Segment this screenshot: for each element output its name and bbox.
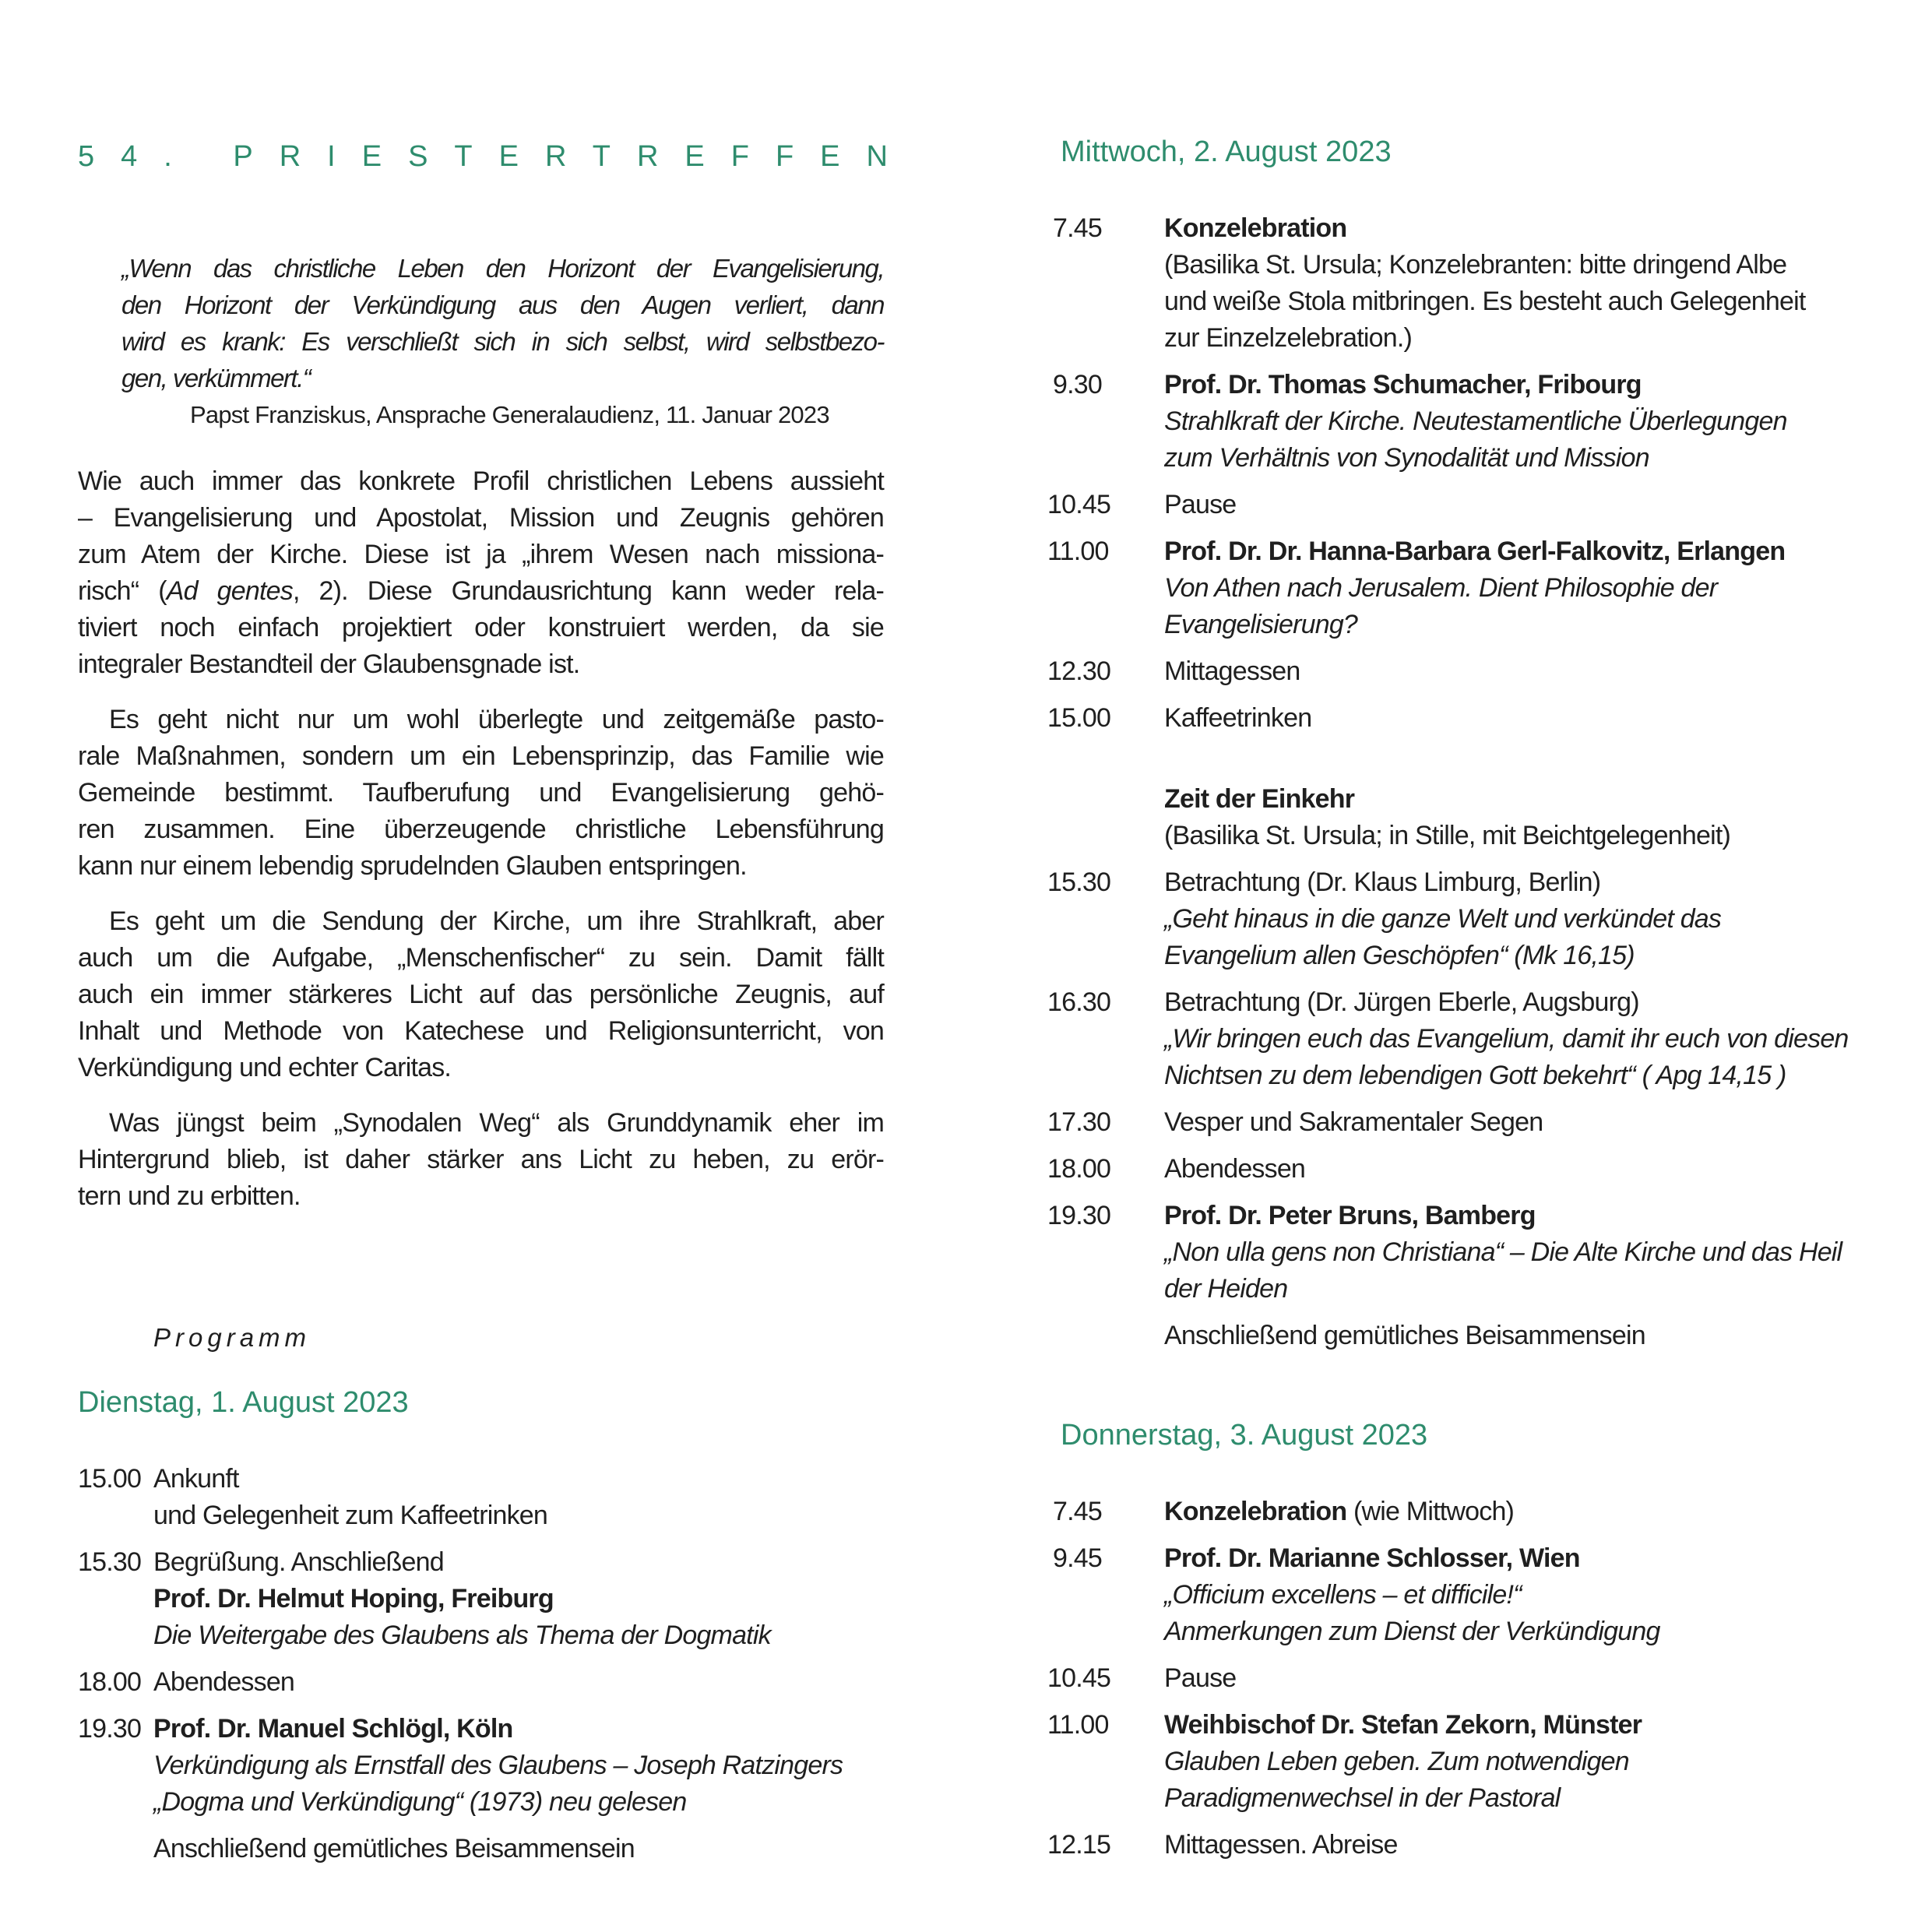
text-line bbox=[1164, 1057, 1849, 1094]
text-line bbox=[1164, 1707, 1642, 1744]
schedule-item bbox=[78, 1664, 884, 1701]
text-segment: Es geht um die Sendung der Kirche, um ihre Strahlkraft, aber bbox=[109, 906, 884, 936]
text-line bbox=[1164, 1198, 1842, 1234]
text-segment: auch um die Aufgabe, „Menschenfischer“ zu sein. Damit fällt bbox=[78, 943, 884, 973]
intro-paragraph bbox=[78, 463, 884, 683]
text-line bbox=[78, 1050, 884, 1086]
text-line bbox=[78, 775, 884, 811]
schedule bbox=[78, 1461, 884, 1867]
time-label: 11.00 bbox=[1047, 1710, 1109, 1740]
text-segment: Strahlkraft der Kirche. Neutestamentliche Überlegungen bbox=[1164, 406, 1787, 436]
text-segment: der Heiden bbox=[1164, 1274, 1288, 1304]
text-segment: den Horizont der Verkündigung aus den Augen verliert, dann bbox=[121, 290, 884, 319]
item-content bbox=[1164, 1660, 1236, 1697]
text-line bbox=[78, 1142, 884, 1178]
time-label: 19.30 bbox=[1047, 1201, 1111, 1230]
text-segment: Verkündigung als Ernstfall des Glaubens – Joseph Ratzingers bbox=[153, 1751, 843, 1780]
text-segment: tern und zu erbitten. bbox=[78, 1181, 301, 1211]
text-line bbox=[1164, 1744, 1642, 1780]
text-segment: und Gelegenheit zum Kaffeetrinken bbox=[153, 1501, 547, 1530]
text-line bbox=[78, 702, 884, 738]
text-line bbox=[1164, 1827, 1398, 1863]
text-segment: Paradigmenwechsel in der Pastoral bbox=[1164, 1783, 1561, 1813]
intro-paragraphs bbox=[78, 463, 884, 1215]
item-content bbox=[1164, 1707, 1642, 1817]
text-line bbox=[1164, 1780, 1642, 1817]
text-segment: „Non ulla gens non Christiana“ – Die Alte Kirche und das Heil bbox=[1164, 1237, 1842, 1267]
text-segment: Die Weitergabe des Glaubens als Thema der Dogmatik bbox=[153, 1621, 771, 1650]
schedule-item bbox=[1047, 864, 1900, 974]
text-line bbox=[1164, 1151, 1305, 1188]
text-line bbox=[1164, 1318, 1645, 1354]
text-segment: auch ein immer stärkeres Licht auf das persönliche Zeugnis, auf bbox=[78, 980, 884, 1009]
day-block-donnerstag bbox=[1047, 1417, 1900, 1863]
day-heading: Mittwoch, 2. August 2023 bbox=[1061, 135, 1392, 168]
schedule-item bbox=[1047, 1318, 1900, 1354]
item-content bbox=[1164, 1198, 1842, 1307]
schedule-item bbox=[1047, 1707, 1900, 1817]
text-line bbox=[1164, 1614, 1660, 1650]
text-segment: „Wenn das christliche Leben den Horizont der Evangelisierung, bbox=[121, 254, 884, 283]
text-line bbox=[78, 537, 884, 573]
text-line bbox=[78, 1178, 884, 1215]
schedule-item bbox=[1047, 1660, 1900, 1697]
item-content bbox=[1164, 864, 1721, 974]
text-segment: (Basilika St. Ursula; Konzelebranten: bitte dringend Albe bbox=[1164, 250, 1787, 280]
text-line bbox=[78, 811, 884, 848]
text-line bbox=[121, 360, 884, 396]
intro-quote bbox=[121, 250, 884, 396]
text-line bbox=[1164, 1104, 1543, 1141]
item-content bbox=[1164, 367, 1787, 477]
schedule-item bbox=[78, 1831, 884, 1867]
schedule-item bbox=[1047, 367, 1900, 477]
time-label: 15.00 bbox=[1047, 703, 1111, 733]
time-label: 9.45 bbox=[1053, 1543, 1102, 1573]
text-segment: „Wir bringen euch das Evangelium, damit ihr euch von diesen bbox=[1164, 1024, 1849, 1054]
text-segment: „Officium excellens – et difficile!“ bbox=[1164, 1580, 1522, 1610]
time-label: 9.30 bbox=[1053, 370, 1102, 399]
program-label: Programm bbox=[153, 1323, 311, 1352]
text-segment: , 2). Diese Grundausrichtung kann weder rela- bbox=[292, 576, 884, 606]
item-content bbox=[153, 1831, 635, 1867]
page-title: 54. PRIESTERTREFFEN bbox=[78, 140, 914, 173]
text-line bbox=[1164, 487, 1236, 523]
intro-paragraph bbox=[78, 903, 884, 1086]
text-segment: Ankunft bbox=[153, 1464, 239, 1494]
item-content bbox=[153, 1544, 771, 1654]
text-segment: Prof. Dr. Helmut Hoping, Freiburg bbox=[153, 1584, 554, 1614]
schedule bbox=[1047, 1494, 1900, 1863]
text-segment: rale Maßnahmen, sondern um ein Lebensprinzip, das Familie wie bbox=[78, 741, 884, 771]
text-segment: Pause bbox=[1164, 1663, 1237, 1693]
schedule-item bbox=[1047, 1494, 1900, 1530]
time-label: 18.00 bbox=[78, 1667, 142, 1697]
text-line bbox=[78, 463, 884, 500]
item-content bbox=[153, 1461, 547, 1534]
text-segment: Anschließend gemütliches Beisammensein bbox=[1164, 1321, 1645, 1350]
text-segment: Von Athen nach Jerusalem. Dient Philosophie der bbox=[1164, 573, 1718, 603]
schedule-item bbox=[1047, 1198, 1900, 1307]
text-segment: risch“ ( bbox=[78, 576, 167, 606]
text-line bbox=[78, 848, 884, 885]
text-line bbox=[1164, 367, 1787, 403]
time-label: 7.45 bbox=[1053, 1497, 1102, 1526]
text-line bbox=[1164, 570, 1785, 607]
text-segment: Ad gentes bbox=[166, 576, 293, 606]
item-content bbox=[1164, 1540, 1660, 1650]
text-segment: Prof. Dr. Peter Bruns, Bamberg bbox=[1164, 1201, 1536, 1230]
text-line bbox=[1164, 533, 1785, 570]
text-segment: Mittagessen. Abreise bbox=[1164, 1830, 1398, 1860]
time-label: 19.30 bbox=[78, 1714, 142, 1744]
text-line bbox=[1164, 781, 1730, 818]
text-line bbox=[1164, 1660, 1236, 1697]
text-segment: Mittagessen bbox=[1164, 656, 1300, 686]
text-segment: Anmerkungen zum Dienst der Verkündigung bbox=[1164, 1617, 1660, 1646]
text-line bbox=[1164, 283, 1806, 320]
text-line bbox=[121, 250, 884, 287]
item-content bbox=[1164, 1827, 1398, 1863]
text-segment: – Evangelisierung und Apostolat, Mission und Zeugnis gehören bbox=[78, 503, 884, 533]
text-line bbox=[1164, 864, 1721, 901]
text-segment: „Geht hinaus in die ganze Welt und verkündet das bbox=[1164, 904, 1722, 934]
text-line bbox=[78, 573, 884, 610]
text-segment: tiviert noch einfach projektiert oder konstruiert werden, da sie bbox=[78, 613, 884, 642]
text-line bbox=[78, 500, 884, 537]
time-label: 12.30 bbox=[1047, 656, 1111, 686]
text-line bbox=[78, 903, 884, 940]
item-content bbox=[153, 1664, 294, 1701]
text-segment: Vesper und Sakramentaler Segen bbox=[1164, 1107, 1543, 1137]
text-segment: Prof. Dr. Dr. Hanna-Barbara Gerl-Falkovitz, Erlangen bbox=[1164, 537, 1786, 566]
schedule-item bbox=[1047, 1104, 1900, 1141]
text-line bbox=[121, 323, 884, 360]
text-line bbox=[1164, 901, 1721, 938]
schedule-item bbox=[1047, 1827, 1900, 1863]
text-line bbox=[78, 738, 884, 775]
text-line bbox=[1164, 1271, 1842, 1307]
day-block-mittwoch bbox=[1047, 134, 1900, 1354]
text-line bbox=[78, 646, 884, 683]
schedule-item bbox=[1047, 1151, 1900, 1188]
text-segment: Konzelebration bbox=[1164, 213, 1347, 243]
text-segment: ren zusammen. Eine überzeugende christliche Lebensführung bbox=[78, 815, 884, 844]
text-segment: Abendessen bbox=[153, 1667, 295, 1697]
text-segment: zur Einzelzelebration.) bbox=[1164, 323, 1412, 353]
text-segment: Zeit der Einkehr bbox=[1164, 784, 1355, 814]
item-content bbox=[1164, 1318, 1645, 1354]
schedule-item bbox=[78, 1711, 884, 1821]
text-segment: wird es krank: Es verschließt sich in sich selbst, wird selbstbezo- bbox=[121, 327, 884, 356]
text-line bbox=[1164, 1540, 1660, 1577]
schedule-item bbox=[1047, 700, 1900, 737]
text-line bbox=[1164, 1494, 1514, 1530]
text-segment: Prof. Dr. Thomas Schumacher, Fribourg bbox=[1164, 370, 1642, 399]
text-segment: Was jüngst beim „Synodalen Weg“ als Grunddynamik eher im bbox=[109, 1108, 884, 1138]
item-content bbox=[1164, 1104, 1543, 1141]
text-line bbox=[1164, 440, 1787, 477]
schedule-item bbox=[1047, 210, 1900, 357]
text-segment: Abendessen bbox=[1164, 1154, 1306, 1184]
item-content bbox=[1164, 1494, 1514, 1530]
day-block-dienstag bbox=[78, 1385, 884, 1867]
text-segment: (Basilika St. Ursula; in Stille, mit Beichtgelegenheit) bbox=[1164, 821, 1730, 850]
text-segment: „Dogma und Verkündigung“ (1973) neu gelesen bbox=[153, 1787, 687, 1817]
item-content bbox=[1164, 487, 1236, 523]
intro-paragraph bbox=[78, 702, 884, 885]
text-line bbox=[1164, 607, 1785, 643]
text-line bbox=[1164, 653, 1300, 690]
item-content bbox=[1164, 533, 1785, 643]
day-heading: Donnerstag, 3. August 2023 bbox=[1061, 1419, 1428, 1452]
text-segment: Wie auch immer das konkrete Profil christlichen Lebens aussieht bbox=[78, 466, 884, 496]
time-label: 12.15 bbox=[1047, 1830, 1111, 1860]
text-segment: Hintergrund blieb, ist daher stärker ans Licht zu heben, zu erör- bbox=[78, 1145, 884, 1174]
intro-paragraph bbox=[78, 1105, 884, 1215]
item-content bbox=[1164, 984, 1849, 1094]
text-segment: Prof. Dr. Marianne Schlosser, Wien bbox=[1164, 1543, 1580, 1573]
text-segment: Es geht nicht nur um wohl überlegte und zeitgemäße pasto- bbox=[109, 705, 884, 734]
text-segment: integraler Bestandteil der Glaubensgnade ist. bbox=[78, 649, 580, 679]
time-label: 15.30 bbox=[1047, 867, 1111, 897]
schedule-item bbox=[1047, 984, 1900, 1094]
text-segment: zum Verhältnis von Synodalität und Mission bbox=[1164, 443, 1649, 473]
schedule-item bbox=[78, 1544, 884, 1654]
text-segment: und weiße Stola mitbringen. Es besteht auch Gelegenheit bbox=[1164, 287, 1806, 316]
text-line bbox=[153, 1461, 547, 1497]
text-line bbox=[1164, 818, 1730, 854]
text-line bbox=[153, 1617, 771, 1654]
text-segment: Evangelium allen Geschöpfen“ (Mk 16,15) bbox=[1164, 941, 1635, 970]
schedule-item bbox=[1047, 653, 1900, 690]
text-segment: Kaffeetrinken bbox=[1164, 703, 1312, 733]
schedule bbox=[1047, 210, 1900, 1354]
text-line bbox=[153, 1784, 843, 1821]
text-segment: kann nur einem lebendig sprudelnden Glauben entspringen. bbox=[78, 851, 747, 881]
right-column bbox=[1047, 134, 1900, 1863]
text-segment: Inhalt und Methode von Katechese und Religionsunterricht, von bbox=[78, 1016, 884, 1046]
text-line bbox=[78, 1105, 884, 1142]
schedule-item bbox=[1047, 533, 1900, 643]
time-label: 10.45 bbox=[1047, 1663, 1111, 1693]
text-line bbox=[1164, 938, 1721, 974]
text-segment: Konzelebration bbox=[1164, 1497, 1347, 1526]
item-content bbox=[1164, 700, 1311, 737]
text-segment: Pause bbox=[1164, 490, 1237, 519]
day-heading: Dienstag, 1. August 2023 bbox=[78, 1386, 409, 1419]
schedule-item bbox=[1047, 781, 1900, 854]
text-line bbox=[153, 1581, 771, 1617]
schedule-item bbox=[1047, 1540, 1900, 1650]
text-line bbox=[153, 1664, 294, 1701]
time-label: 15.30 bbox=[78, 1547, 142, 1577]
text-segment: Prof. Dr. Manuel Schlögl, Köln bbox=[153, 1714, 513, 1744]
text-line bbox=[1164, 1234, 1842, 1271]
time-label: 18.00 bbox=[1047, 1154, 1111, 1184]
text-line bbox=[1164, 210, 1806, 247]
time-label: 17.30 bbox=[1047, 1107, 1111, 1137]
text-line bbox=[153, 1497, 547, 1534]
text-line bbox=[153, 1544, 771, 1581]
text-line bbox=[1164, 1021, 1849, 1057]
text-line bbox=[78, 610, 884, 646]
item-content bbox=[1164, 653, 1300, 690]
text-segment: Verkündigung und echter Caritas. bbox=[78, 1053, 452, 1082]
text-line bbox=[1164, 700, 1311, 737]
text-line bbox=[78, 940, 884, 977]
time-label: 7.45 bbox=[1053, 213, 1102, 243]
time-label: 11.00 bbox=[1047, 537, 1109, 566]
text-segment: Evangelisierung? bbox=[1164, 610, 1358, 639]
time-label: 15.00 bbox=[78, 1464, 142, 1494]
schedule-item bbox=[78, 1461, 884, 1534]
text-segment: (wie Mittwoch) bbox=[1346, 1497, 1515, 1526]
text-line bbox=[1164, 403, 1787, 440]
text-line bbox=[1164, 247, 1806, 283]
text-line bbox=[1164, 320, 1806, 357]
time-label: 16.30 bbox=[1047, 987, 1111, 1017]
quote-attribution: Papst Franziskus, Ansprache Generalaudienz, 11. Januar 2023 bbox=[190, 401, 829, 428]
text-segment: Begrüßung. Anschließend bbox=[153, 1547, 444, 1577]
text-line bbox=[78, 1013, 884, 1050]
text-segment: Betrachtung (Dr. Jürgen Eberle, Augsburg) bbox=[1164, 987, 1639, 1017]
text-line bbox=[1164, 1577, 1660, 1614]
text-line bbox=[1164, 984, 1849, 1021]
text-line bbox=[153, 1711, 843, 1747]
text-line bbox=[153, 1831, 635, 1867]
schedule-item bbox=[1047, 487, 1900, 523]
text-segment: zum Atem der Kirche. Diese ist ja „ihrem Wesen nach missiona- bbox=[78, 540, 884, 569]
item-content bbox=[1164, 781, 1730, 854]
text-segment: Betrachtung (Dr. Klaus Limburg, Berlin) bbox=[1164, 867, 1601, 897]
text-line bbox=[78, 977, 884, 1013]
text-segment: Weihbischof Dr. Stefan Zekorn, Münster bbox=[1164, 1710, 1642, 1740]
text-segment: Nichtsen zu dem lebendigen Gott bekehrt“ ( Apg 14,15 ) bbox=[1164, 1061, 1786, 1090]
left-column bbox=[78, 134, 914, 1867]
text-line bbox=[121, 287, 884, 323]
text-segment: gen, verkümmert.“ bbox=[121, 364, 311, 392]
item-content bbox=[1164, 1151, 1305, 1188]
text-segment: Glauben Leben geben. Zum notwendigen bbox=[1164, 1747, 1629, 1776]
text-line bbox=[153, 1747, 843, 1784]
item-content bbox=[1164, 210, 1806, 357]
time-label: 10.45 bbox=[1047, 490, 1111, 519]
item-content bbox=[153, 1711, 843, 1821]
text-segment: Gemeinde bestimmt. Taufberufung und Evangelisierung gehö- bbox=[78, 778, 884, 808]
text-segment: Anschließend gemütliches Beisammensein bbox=[153, 1834, 635, 1863]
